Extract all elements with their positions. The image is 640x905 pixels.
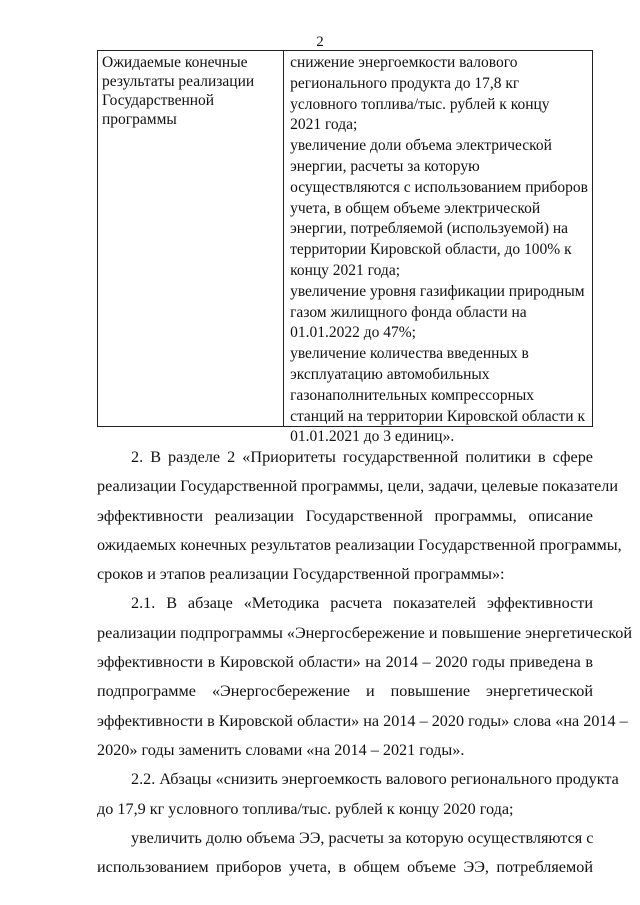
text-line: эффективности в Кировской области» на 2014 – 2020 годы приведена в (97, 653, 593, 672)
text-line: 2. В разделе 2 «Приоритеты государственной политики в сфере (131, 448, 593, 466)
table-value-line: энергии, расчеты за которую (290, 157, 480, 175)
table-label-line: Ожидаемые конечные (102, 54, 248, 71)
text-line: использованием приборов учета, в общем объеме ЭЭ, потребляемой (97, 858, 593, 877)
table-value-line: 01.01.2021 до 3 единиц». (290, 428, 455, 446)
table-value-line: учета, в общем объеме электрической (290, 199, 541, 217)
table-value-cell (284, 51, 592, 446)
paragraph-item-2-1 (97, 589, 633, 765)
text-line: реализации подпрограммы «Энергосбережение и повышение энергетической (97, 623, 633, 642)
table-value-line: увеличение количества введенных в (290, 345, 529, 363)
text-line: 2.1. В абзаце «Методика расчета показателей эффективности (131, 594, 593, 613)
table-value-line: снижение энергоемкости валового (290, 54, 518, 71)
results-table (97, 50, 593, 446)
text-line: 2020» годы заменить словами «на 2014 – 2021 годы». (97, 740, 465, 759)
table-value-line: регионального продукта до 17,8 кг (290, 74, 520, 92)
table-value-line: условного топлива/тыс. рублей к концу (290, 95, 550, 113)
table-label-line: Государственной программы (102, 92, 215, 128)
paragraph-section-2 (97, 443, 622, 589)
text-line: сроков и этапов реализации Государственной программы»: (97, 565, 505, 584)
table-value-line: энергии, потребляемой (используемой) на (290, 220, 569, 238)
text-line: до 17,9 кг условного топлива/тыс. рублей к концу 2020 года; (97, 799, 514, 818)
table-value-line: 01.01.2022 до 47%; (290, 324, 416, 342)
paragraph-increase-share (97, 824, 593, 883)
document-body (97, 443, 633, 882)
text-line: подпрограмме «Энергосбережение и повышение энергетической (97, 682, 593, 701)
table-value-line: увеличение уровня газификации природным (290, 282, 585, 300)
table-value-line: эксплуатацию автомобильных (290, 365, 490, 383)
text-line: эффективности в Кировской области» на 2014 – 2020 годы» слова «на 2014 – (97, 711, 628, 730)
text-line: ожидаемых конечных результатов реализации Государственной программы, (97, 535, 622, 554)
text-line: эффективности реализации Государственной программы, описание (97, 506, 593, 525)
table-value-line: осуществляются с использованием приборов (290, 178, 588, 196)
table-label-cell (98, 51, 284, 426)
table-value-line: газом жилищного фонда области на (290, 303, 527, 321)
text-line: реализации Государственной программы, цели, задачи, целевые показатели (97, 477, 619, 496)
table-value-line: увеличение доли объема электрической (290, 137, 552, 155)
table-value-line: концу 2021 года; (290, 261, 401, 279)
paragraph-item-2-2 (97, 765, 619, 824)
table-label-line: результаты реализации (102, 73, 255, 90)
page-number: 2 (316, 34, 324, 50)
text-line: увеличить долю объема ЭЭ, расчеты за которую осуществляются с (131, 828, 594, 847)
table-value-line: станций на территории Кировской области к (290, 407, 586, 425)
table-value-line: территории Кировской области, до 100% к (290, 241, 572, 259)
table-value-line: газонаполнительных компрессорных (290, 386, 535, 404)
text-line: 2.2. Абзацы «снизить энергоемкость валового регионального продукта (131, 770, 619, 789)
table-value-line: 2021 года; (290, 116, 358, 134)
